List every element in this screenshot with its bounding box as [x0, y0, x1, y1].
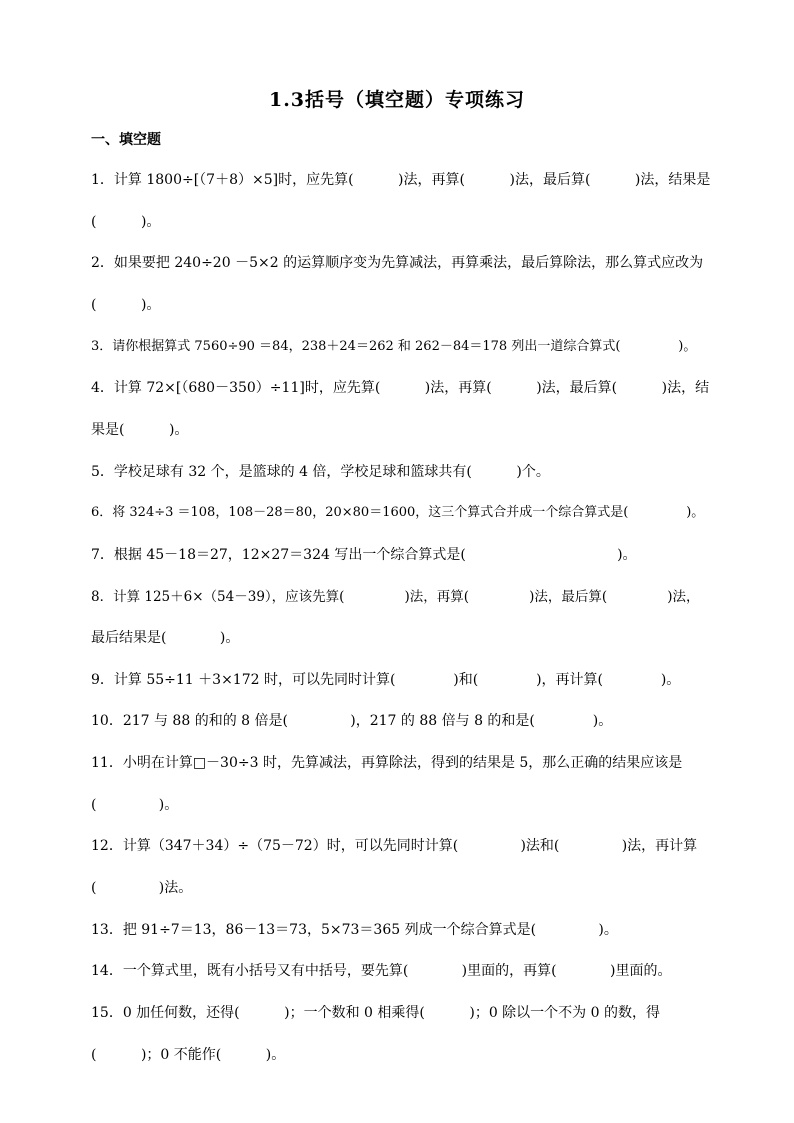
question-9: 9．计算 55÷11 ＋3×172 时，可以先同时计算( )和( )，再计算( )。 — [91, 672, 681, 688]
section-heading: 一、填空题 — [91, 132, 161, 148]
question-12-line-1: 12．计算（347＋34）÷（75－72）时，可以先同时计算( )法和( )法，再计算 — [91, 838, 698, 854]
question-2-line-2: ( )。 — [91, 297, 161, 313]
question-4-line-2: 果是( )。 — [91, 422, 189, 438]
question-3: 3．请你根据算式 7560÷90 ＝84，238＋24＝262 和 262－84＝178 列出一道综合算式( )。 — [91, 339, 697, 354]
question-11-line-2: ( )。 — [91, 797, 179, 813]
question-10: 10．217 与 88 的和的 8 倍是( )，217 的 88 倍与 8 的和是( )。 — [91, 713, 613, 729]
question-15-line-1: 15．0 加任何数，还得( )；一个数和 0 相乘得( )；0 除以一个不为 0 的数，得 — [91, 1005, 660, 1021]
page-title: 1.3括号（填空题）专项练习 — [268, 89, 526, 111]
question-15-line-2: ( )；0 不能作( )。 — [91, 1047, 286, 1063]
question-14: 14．一个算式里，既有小括号又有中括号，要先算( )里面的，再算( )里面的。 — [91, 963, 672, 979]
question-12-line-2: ( )法。 — [91, 880, 193, 896]
question-2-line-1: 2．如果要把 240÷20 －5×2 的运算顺序变为先算减法，再算乘法，最后算除法，那么算式应改为 — [91, 255, 704, 271]
question-7: 7．根据 45－18＝27，12×27＝324 写出一个综合算式是( )。 — [91, 547, 637, 563]
question-1-line-1: 1．计算 1800÷[（7＋8）×5]时，应先算( )法，再算( )法，最后算( )法，结果是 — [91, 172, 711, 188]
question-11-line-1: 11．小明在计算□－30÷3 时，先算减法，再算除法，得到的结果是 5，那么正确的结果应该是 — [91, 755, 683, 771]
question-1-line-2: ( )。 — [91, 214, 161, 230]
question-13: 13．把 91÷7＝13，86－13＝73，5×73＝365 列成一个综合算式是( )。 — [91, 922, 618, 938]
question-8-line-2: 最后结果是( )。 — [91, 630, 240, 646]
question-5: 5．学校足球有 32 个，是篮球的 4 倍，学校足球和篮球共有( )个。 — [91, 464, 550, 480]
question-6: 6．将 324÷3 ＝108，108－28＝80，20×80＝1600，这三个算式合并成一个综合算式是( )。 — [91, 505, 705, 520]
question-8-line-1: 8．计算 125＋6×（54－39），应该先算( )法，再算( )法，最后算( )法， — [91, 589, 700, 605]
question-4-line-1: 4．计算 72×[（680－350）÷11]时，应先算( )法，再算( )法，最后算( )法，结 — [91, 380, 710, 396]
